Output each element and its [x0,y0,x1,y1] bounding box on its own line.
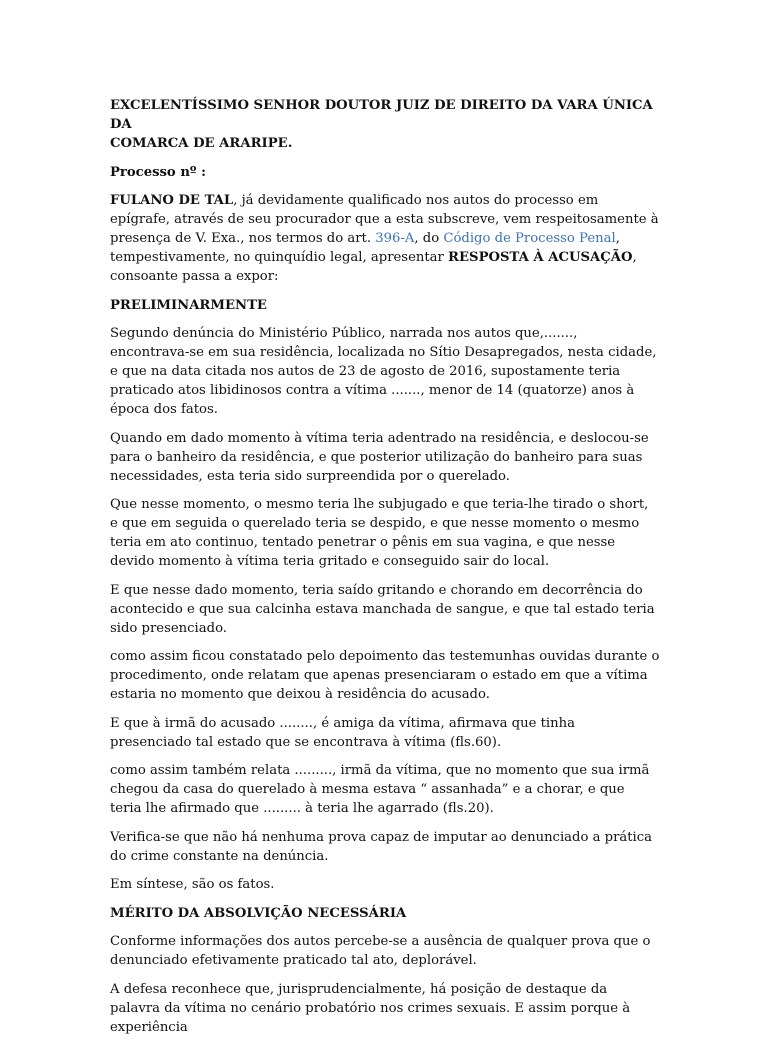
intro-text-3: , tempestivamente, no quinquídio legal, apresentar [110,231,620,265]
defendant-name: FULANO DE TAL [110,193,234,208]
intro-text-1: , já devidamente qualificado nos autos do processo em epígrafe, através de seu procurador que a esta subscreve, vem respeitosamente à presença de V. Exa., nos termos do art. [110,193,659,246]
paragraph: Conforme informações dos autos percebe-se a ausência de qualquer prova que o denunciado efetivamente praticado tal ato, deplorável. [110,934,651,968]
intro-text-4: , consoante passa a expor: [110,250,637,284]
paragraph: Segundo denúncia do Ministério Público, narrada nos autos que,......., encontrava-se em sua residência, localizada no Sítio Desapregados, nesta cidade, e que na data citada nos autos de 23 de agosto de 2016, supostamente teria praticado atos libidinosos contra a vítima ......., menor de 14 (quatorze) anos à época dos fatos. [110,326,657,417]
intro-paragraph [110,191,660,286]
paragraph: E que nesse dado momento, teria saído gritando e chorando em decorrência do acontecido e que sua calcinha estava manchada de sangue, e que tal estado teria sido presenciado. [110,582,655,636]
response-title: RESPOSTA À ACUSAÇÃO [448,250,633,265]
document-page [110,96,660,1046]
paragraph: Verifica-se que não há nenhuma prova capaz de imputar ao denunciado a prática do crime constante na denúncia. [110,829,653,864]
title-line-2: COMARCA DE ARARIPE. [110,136,293,151]
paragraph: Que nesse momento, o mesmo teria lhe subjugado e que teria-lhe tirado o short, e que em seguida o querelado teria se despido, e que nesse momento o mesmo teria em ato continuo, tentado penetrar o pênis em sua vagina, e que nesse devido momento à vítima teria gritado e conseguido sair do local. [110,497,649,569]
title-line-1: EXCELENTÍSSIMO SENHOR DOUTOR JUIZ DE DIREITO DA VARA ÚNICA DA [110,98,653,132]
section-heading-preliminar: PRELIMINARMENTE [110,297,267,313]
paragraph: como assim ficou constatado pelo depoimento das testemunhas ouvidas durante o procedimento, onde relatam que apenas presenciaram o estado em que a vítima estaria no momento que deixou à residência do acusado. [110,649,660,702]
section-heading-merito: MÉRITO DA ABSOLVIÇÃO NECESSÁRIA [110,905,407,921]
paragraph: E que à irmã do acusado ........, é amiga da vítima, afirmava que tinha presenciado tal estado que se encontrava à vítima (fls.60). [110,715,575,750]
paragraph: Quando em dado momento à vítima teria adentrado na residência, e deslocou-se para o banheiro da residência, e que posterior utilização do banheiro para suas necessidades, esta teria sido surpreendida por o querelado. [110,430,649,484]
paragraph: A defesa reconhece que, jurisprudencialmente, há posição de destaque da palavra da vítima no cenário probatório nos crimes sexuais. E assim porque à experiência [110,981,631,1035]
code-link[interactable]: Código de Processo Penal [443,231,616,246]
document-title [110,96,660,153]
article-link[interactable]: 396-A [375,231,415,246]
processo-label: Processo nº : [110,164,206,180]
paragraph: como assim também relata ........., irmã da vítima, que no momento que sua irmã chegou da casa do querelado à mesma estava “ assanhada” e a chorar, e que teria lhe afirmado que ......... à teria lhe agarrado (fls.20). [110,763,650,816]
intro-text-2: , do [414,231,444,246]
paragraph: Em síntese, são os fatos. [110,877,275,892]
